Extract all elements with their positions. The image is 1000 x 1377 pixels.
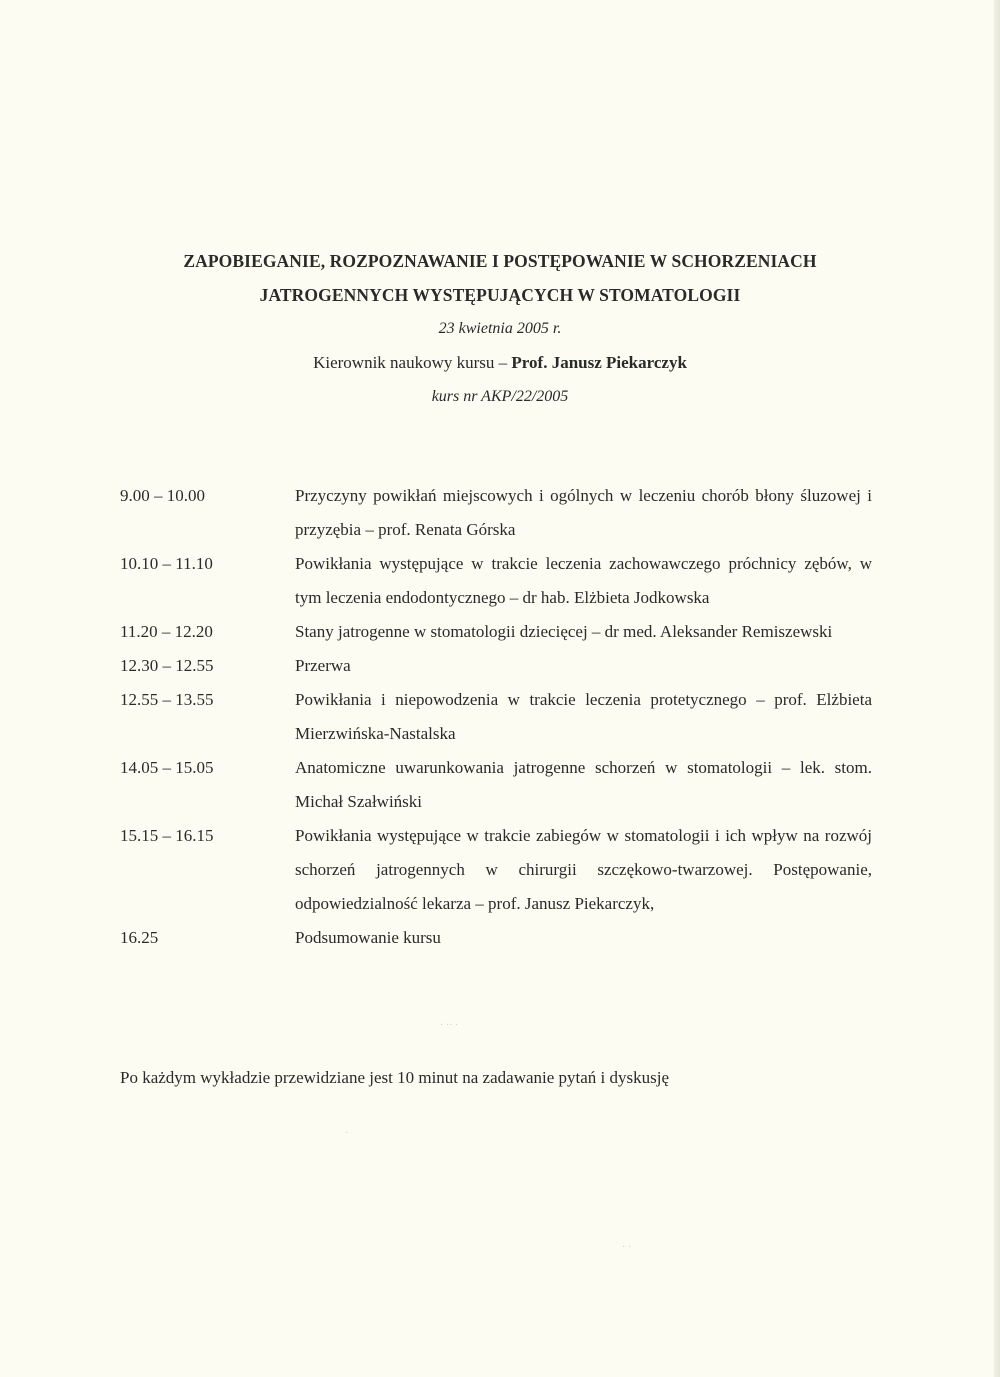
schedule-time: 9.00 – 10.00 <box>120 486 205 505</box>
schedule-time: 10.10 – 11.10 <box>120 554 213 573</box>
course-number: kurs nr AKP/22/2005 <box>431 388 569 405</box>
paper-speck: · <box>345 1128 349 1139</box>
schedule-time: 11.20 – 12.20 <box>120 622 213 641</box>
director-name: Prof. Janusz Piekarczyk <box>511 353 687 372</box>
schedule-description: Powikłania występujące w trakcie zabiegów w stomatologii i ich wpływ na rozwój schorzeń jatrogennych w chirurgii szczękowo-twarzowej. Postępowanie, odpowiedzialność lekarza – prof. Janusz Piekarczyk, <box>295 826 872 913</box>
schedule-row <box>120 649 872 683</box>
schedule-description: Anatomiczne uwarunkowania jatrogenne schorzeń w stomatologii – lek. stom. Michał Szałwiński <box>295 758 872 811</box>
schedule-row <box>120 921 872 955</box>
page-edge-shadow <box>994 0 1000 1377</box>
schedule-time: 15.15 – 16.15 <box>120 826 214 845</box>
schedule-description: Przyczyny powikłań miejscowych i ogólnych w leczeniu chorób błony śluzowej i przyzębia – prof. Renata Górska <box>295 486 872 539</box>
paper-speck: · · <box>622 1242 632 1253</box>
schedule-time: 12.55 – 13.55 <box>120 690 214 709</box>
course-date: 23 kwietnia 2005 r. <box>438 320 562 337</box>
paper-speck: · ·· · <box>440 1020 459 1031</box>
schedule-description: Powikłania i niepowodzenia w trakcie leczenia protetycznego – prof. Elżbieta Mierzwińska-Nastalska <box>295 690 872 743</box>
title-line-1: ZAPOBIEGANIE, ROZPOZNAWANIE I POSTĘPOWANIE W SCHORZENIACH <box>183 251 817 271</box>
document-header <box>0 244 1000 414</box>
schedule-description: Przerwa <box>295 656 351 675</box>
schedule-row <box>120 479 872 547</box>
schedule-row <box>120 751 872 819</box>
discussion-note: Po każdym wykładzie przewidziane jest 10 minut na zadawanie pytań i dyskusję <box>120 1068 670 1087</box>
schedule-time: 16.25 <box>120 928 159 947</box>
schedule-time: 14.05 – 15.05 <box>120 758 214 777</box>
schedule-row <box>120 683 872 751</box>
schedule-description: Podsumowanie kursu <box>295 928 441 947</box>
schedule-row <box>120 615 872 649</box>
title-line-2: JATROGENNYCH WYSTĘPUJĄCYCH W STOMATOLOGII <box>259 285 741 305</box>
schedule-row <box>120 547 872 615</box>
schedule-time: 12.30 – 12.55 <box>120 656 214 675</box>
schedule-table <box>120 479 872 955</box>
schedule-description: Powikłania występujące w trakcie leczenia zachowawczego próchnicy zębów, w tym leczenia endodontycznego – dr hab. Elżbieta Jodkowska <box>295 554 872 607</box>
schedule-row <box>120 819 872 921</box>
scientific-director <box>0 346 1000 380</box>
director-label: Kierownik naukowy kursu – <box>313 353 512 372</box>
schedule-description: Stany jatrogenne w stomatologii dziecięcej – dr med. Aleksander Remiszewski <box>295 622 833 641</box>
